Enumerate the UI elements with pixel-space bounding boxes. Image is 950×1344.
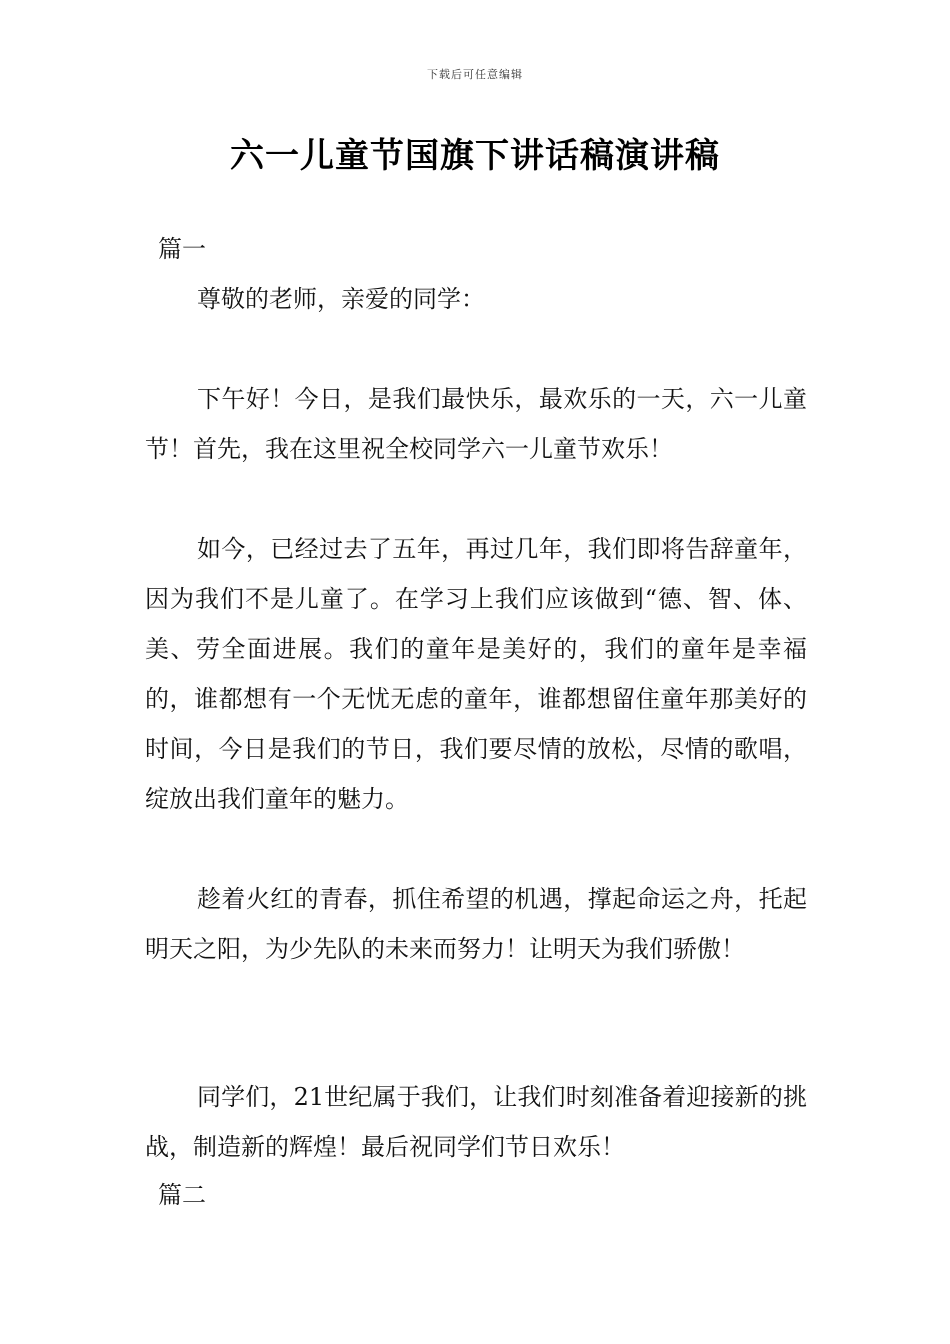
- section-heading-2: 篇二: [158, 1181, 206, 1209]
- document-title: 六一儿童节国旗下讲话稿演讲稿: [230, 136, 720, 176]
- paragraph-3: 趁着火红的青春，抓住希望的机遇，撑起命运之舟，托起明天之阳，为少先队的未来而努力！让明天为我们骄傲！: [145, 885, 807, 963]
- section-heading-1: 篇一: [158, 235, 206, 263]
- header-note: 下载后可任意编辑: [427, 68, 523, 81]
- salutation: 尊敬的老师，亲爱的同学：: [197, 285, 485, 313]
- paragraph-4: 同学们，21世纪属于我们，让我们时刻准备着迎接新的挑战，制造新的辉煌！最后祝同学们节日欢乐！: [145, 1083, 807, 1161]
- paragraph-2: 如今，已经过去了五年，再过几年，我们即将告辞童年，因为我们不是儿童了。在学习上我们应该做到“德、智、体、美、劳全面进展。我们的童年是美好的，我们的童年是幸福的，谁都想有一个无忧无虑的童年，谁都想留住童年那美好的时间，今日是我们的节日，我们要尽情的放松，尽情的歌唱，绽放出我们童年的魅力。: [145, 535, 807, 813]
- paragraph-1: 下午好！今日，是我们最快乐，最欢乐的一天，六一儿童节！首先，我在这里祝全校同学六一儿童节欢乐！: [145, 385, 807, 463]
